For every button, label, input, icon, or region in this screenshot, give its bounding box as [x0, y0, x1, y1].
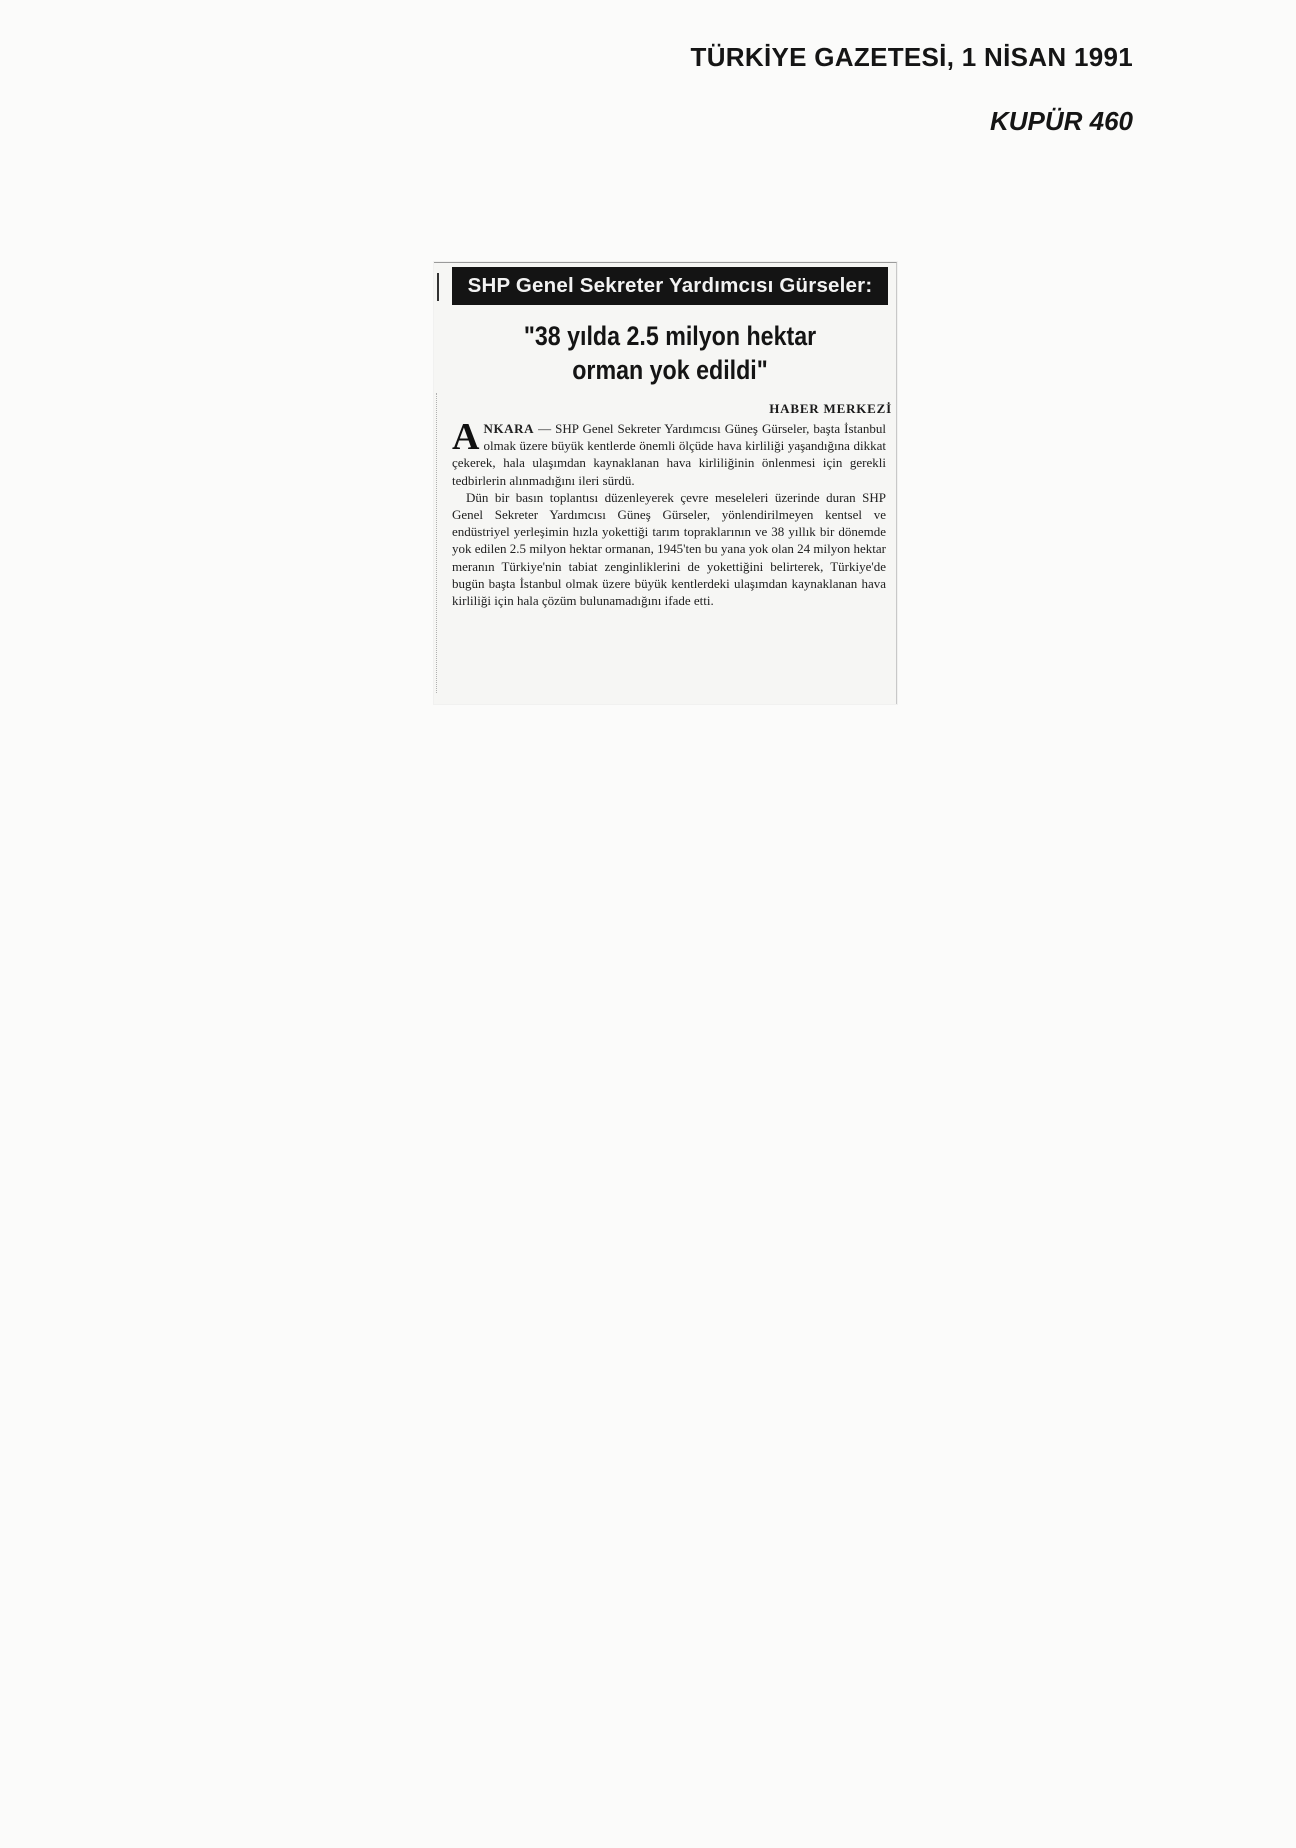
article-body: [452, 416, 886, 609]
article-paragraph-2: Dün bir basın toplantısı düzenleyerek çevre meseleleri üzerinde duran SHP Genel Sekreter Yardımcısı Güneş Gürseler, yönlendirilmeyen kentsel ve endüstriyel yerleşimin hızla yokettiği tarım topraklarının ve 38 yıllık bir dönemde yok edilen 2.5 milyon hektar ormanan, 1945'ten bu yana yok olan 24 milyon hektar meranın Türkiye'nin tabiat zenginliklerini de yokettiğini belirterek, Türkiye'de bugün başta İstanbul olmak üzere büyük kentlerdeki ulaşımdan kaynaklanan hava kirliliği için hala çözüm bulunamadığını ifade etti.: [452, 489, 886, 609]
newspaper-clipping: [434, 262, 897, 704]
headline-line-1: "38 yılda 2.5 milyon hektar: [523, 321, 817, 351]
article-paragraph-1: [452, 416, 886, 489]
article-byline: HABER MERKEZİ: [769, 401, 892, 416]
clipping-number: KUPÜR 460: [989, 106, 1133, 136]
clipping-edge-rule: [437, 273, 439, 301]
newspaper-source-date: TÜRKİYE GAZETESİ, 1 NİSAN 1991: [690, 42, 1133, 72]
clipping-cut-edge: [436, 393, 438, 693]
headline-line-2: orman yok edildi": [572, 355, 768, 385]
paragraph-1-text: — SHP Genel Sekreter Yardımcısı Güneş Gürseler, başta İstanbul olmak üzere büyük kentlerde önemli ölçüde hava kirliliği yaşandığına dikkat çekerek, hala ulaşımdan kaynaklanan hava kirliliğinin önlenmesi için gerekli tedbirlerin alınmadığını ileri sürdü.: [452, 421, 886, 488]
drop-cap: A: [452, 416, 480, 458]
dateline-word: NKARA: [483, 421, 535, 436]
article-headline: [483, 319, 858, 387]
article-kicker: SHP Genel Sekreter Yardımcısı Gürseler:: [452, 267, 888, 305]
